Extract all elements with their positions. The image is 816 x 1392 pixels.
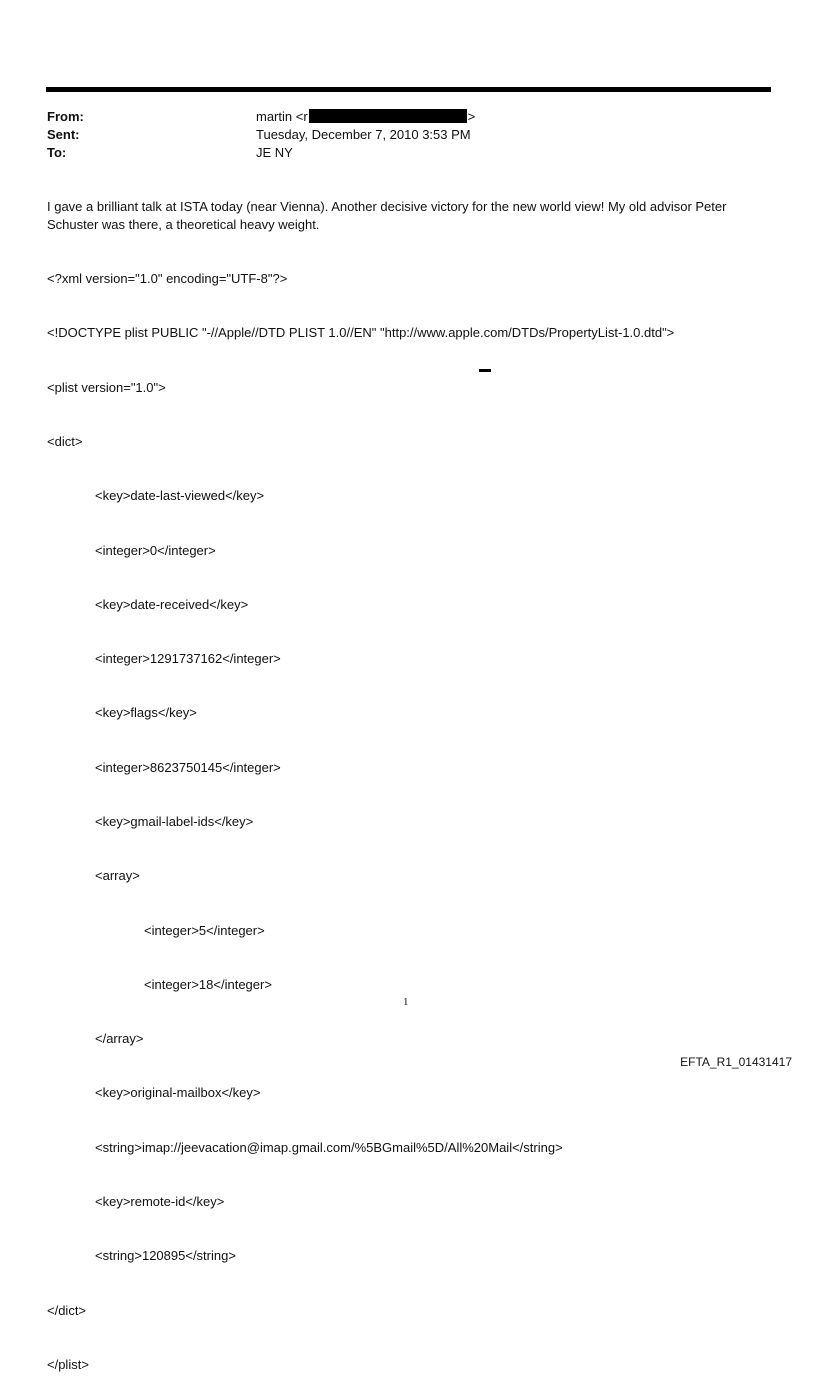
- code-line: <array>: [95, 868, 140, 884]
- code-line: <string>120895</string>: [95, 1248, 236, 1264]
- code-line: <key>gmail-label-ids</key>: [95, 814, 254, 829]
- to-label: To:: [47, 145, 67, 160]
- sent-label: Sent:: [47, 127, 80, 142]
- bates-number: EFTA_R1_01431417: [680, 1055, 792, 1069]
- code-line: <?xml version="1.0" encoding="UTF-8"?>: [47, 271, 288, 287]
- redaction-bar: [309, 109, 467, 123]
- code-line: <key>flags</key>: [95, 705, 197, 721]
- code-line: </array>: [95, 1031, 144, 1047]
- code-line: <key>original-mailbox</key>: [95, 1085, 261, 1101]
- from-value: [256, 108, 475, 125]
- plist-code-block: [47, 234, 674, 1392]
- code-line: <!DOCTYPE plist PUBLIC "-//Apple//DTD PLIST 1.0//EN" "http://www.apple.com/DTDs/PropertyList-1.0.dtd">: [47, 325, 675, 341]
- from-name: martin <r: [256, 109, 308, 124]
- from-label: From:: [47, 109, 84, 124]
- header-rule: [46, 87, 771, 92]
- code-line: <key>date-received</key>: [95, 596, 249, 612]
- code-line: <integer>8623750145</integer>: [95, 759, 281, 775]
- code-line: </dict>: [47, 1302, 87, 1318]
- to-value: JE NY: [256, 145, 293, 160]
- page-number: 1: [403, 996, 409, 1008]
- code-line: <string>imap://jeevacation@imap.gmail.com/%5BGmail%5D/All%20Mail</string>: [95, 1139, 563, 1155]
- sent-value: Tuesday, December 7, 2010 3:53 PM: [256, 127, 471, 142]
- code-line: <integer>5</integer>: [144, 922, 265, 938]
- code-line: <integer>18</integer>: [144, 976, 272, 992]
- code-line: <key>remote-id</key>: [95, 1193, 225, 1209]
- code-line: <dict>: [47, 434, 83, 450]
- code-line: <integer>0</integer>: [95, 542, 216, 558]
- code-line: </plist>: [47, 1356, 89, 1372]
- code-line: <key>date-last-viewed</key>: [95, 488, 265, 504]
- email-body: [47, 198, 772, 234]
- body-paragraph: I gave a brilliant talk at ISTA today (near Vienna). Another decisive victory for the new world view! My old advisor Peter Schuster was there, a theoretical heavy weight.: [47, 199, 727, 232]
- from-tail: >: [467, 109, 476, 124]
- code-line: <plist version="1.0">: [47, 379, 166, 395]
- code-line: <integer>1291737162</integer>: [95, 651, 281, 667]
- stray-dash-mark: [479, 369, 491, 372]
